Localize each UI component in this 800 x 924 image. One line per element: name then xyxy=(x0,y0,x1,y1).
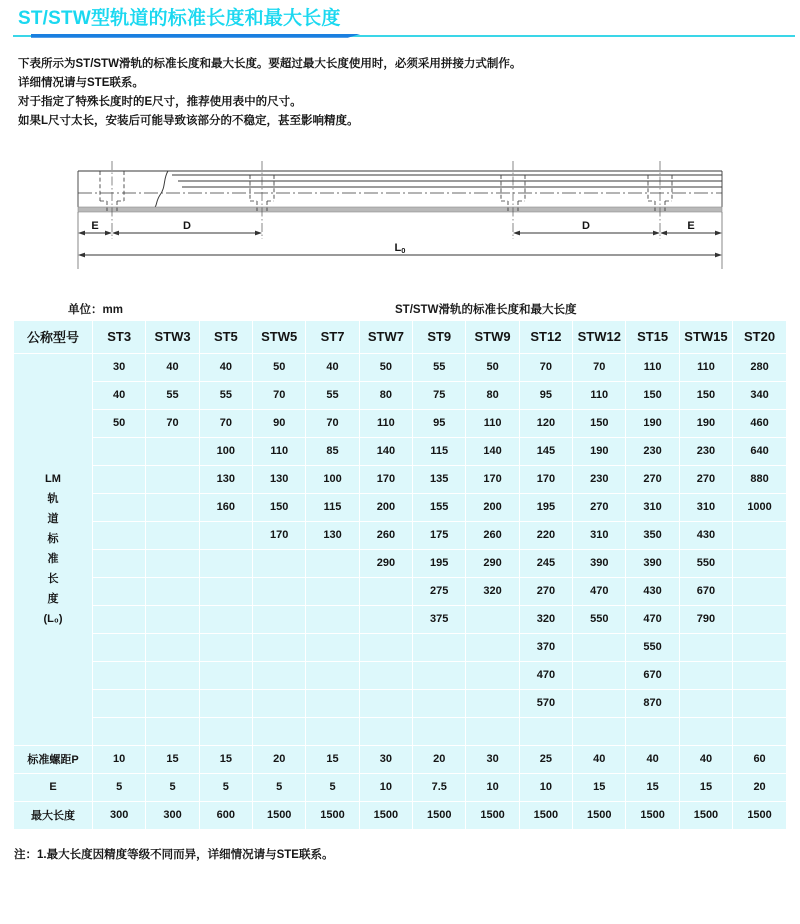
cell xyxy=(199,633,252,661)
cell: 150 xyxy=(626,381,679,409)
cell: 1500 xyxy=(679,801,732,829)
cell xyxy=(733,661,786,689)
cell xyxy=(199,521,252,549)
cell xyxy=(413,661,466,689)
cell: 10 xyxy=(93,745,146,773)
cell xyxy=(626,717,679,745)
table-row xyxy=(14,521,786,549)
header-col-stw5: STW5 xyxy=(253,321,306,354)
cell: 300 xyxy=(146,801,199,829)
cell: 260 xyxy=(359,521,412,549)
cell xyxy=(359,605,412,633)
cell: 5 xyxy=(199,773,252,801)
cell xyxy=(146,549,199,577)
cell: 230 xyxy=(679,437,732,465)
header-col-st7: ST7 xyxy=(306,321,359,354)
group-label-line-1: 轨 xyxy=(47,493,59,506)
cell: 145 xyxy=(519,437,572,465)
cell xyxy=(306,661,359,689)
cell: 1500 xyxy=(466,801,519,829)
diagram-caption-row xyxy=(0,301,800,321)
cell: 5 xyxy=(306,773,359,801)
table-row-max-length xyxy=(14,801,786,829)
cell: 175 xyxy=(413,521,466,549)
cell: 155 xyxy=(413,493,466,521)
cell xyxy=(146,465,199,493)
cell xyxy=(573,689,626,717)
cell: 310 xyxy=(573,521,626,549)
table-row xyxy=(14,605,786,633)
cell xyxy=(359,633,412,661)
cell: 550 xyxy=(573,605,626,633)
cell: 570 xyxy=(519,689,572,717)
cell xyxy=(733,605,786,633)
cell xyxy=(199,661,252,689)
cell: 470 xyxy=(626,605,679,633)
intro-paragraph xyxy=(18,55,800,131)
cell xyxy=(146,717,199,745)
spec-table-wrap xyxy=(14,321,786,830)
cell: 550 xyxy=(626,633,679,661)
header-row xyxy=(14,321,786,354)
cell: 550 xyxy=(679,549,732,577)
spec-table-head xyxy=(14,321,786,354)
cell: 290 xyxy=(359,549,412,577)
cell: 30 xyxy=(359,745,412,773)
cell xyxy=(733,689,786,717)
cell: 90 xyxy=(253,409,306,437)
cell: 40 xyxy=(146,353,199,381)
cell: 270 xyxy=(573,493,626,521)
cell: 50 xyxy=(253,353,306,381)
spec-table-body xyxy=(14,353,786,829)
cell: 1500 xyxy=(519,801,572,829)
cell: 75 xyxy=(413,381,466,409)
cell: 190 xyxy=(626,409,679,437)
cell: 300 xyxy=(93,801,146,829)
title-divider xyxy=(13,34,795,39)
cell: 375 xyxy=(413,605,466,633)
cell: 15 xyxy=(573,773,626,801)
cell xyxy=(199,549,252,577)
cell: 110 xyxy=(253,437,306,465)
cell: 55 xyxy=(199,381,252,409)
cell xyxy=(146,661,199,689)
intro-line-2: 详细情况请与STE联系。 xyxy=(18,76,144,89)
cell xyxy=(253,577,306,605)
cell: 10 xyxy=(466,773,519,801)
cell xyxy=(733,633,786,661)
cell: 390 xyxy=(626,549,679,577)
cell xyxy=(519,717,572,745)
cell: 390 xyxy=(573,549,626,577)
cell: 70 xyxy=(146,409,199,437)
cell: 220 xyxy=(519,521,572,549)
rail-diagram-svg xyxy=(0,149,800,299)
row-label-max-length: 最大长度 xyxy=(14,801,93,829)
cell xyxy=(573,717,626,745)
cell: 135 xyxy=(413,465,466,493)
cell: 170 xyxy=(359,465,412,493)
cell: 110 xyxy=(679,353,732,381)
cell xyxy=(413,633,466,661)
cell xyxy=(199,605,252,633)
dim-label-D-right: D xyxy=(582,219,590,232)
cell xyxy=(93,577,146,605)
cell xyxy=(413,689,466,717)
cell: 470 xyxy=(573,577,626,605)
cell: 150 xyxy=(253,493,306,521)
cell: 70 xyxy=(199,409,252,437)
cell xyxy=(359,661,412,689)
header-corner: 公称型号 xyxy=(14,321,93,354)
cell: 160 xyxy=(199,493,252,521)
cell xyxy=(146,605,199,633)
cell xyxy=(146,493,199,521)
cell: 100 xyxy=(306,465,359,493)
cell: 25 xyxy=(519,745,572,773)
cell: 270 xyxy=(626,465,679,493)
cell: 640 xyxy=(733,437,786,465)
cell xyxy=(359,577,412,605)
table-row-pitch xyxy=(14,745,786,773)
header-col-st12: ST12 xyxy=(519,321,572,354)
cell: 370 xyxy=(519,633,572,661)
footnote: 注：1.最大长度因精度等级不同而异，详细情况请与STE联系。 xyxy=(14,848,334,861)
dim-label-L0: L0 xyxy=(394,241,406,255)
cell xyxy=(253,717,306,745)
cell: 5 xyxy=(253,773,306,801)
cell: 195 xyxy=(413,549,466,577)
cell: 10 xyxy=(519,773,572,801)
cell: 170 xyxy=(519,465,572,493)
cell: 260 xyxy=(466,521,519,549)
cell xyxy=(306,549,359,577)
group-label-lm-standard-length xyxy=(14,353,93,745)
cell: 1000 xyxy=(733,493,786,521)
header-col-st20: ST20 xyxy=(733,321,786,354)
cell xyxy=(306,633,359,661)
header-col-stw15: STW15 xyxy=(679,321,732,354)
cell xyxy=(93,633,146,661)
cell: 110 xyxy=(466,409,519,437)
header-col-st9: ST9 xyxy=(413,321,466,354)
cell: 140 xyxy=(466,437,519,465)
cell: 200 xyxy=(466,493,519,521)
group-label-line-7: (L₀) xyxy=(43,613,63,626)
header-col-stw3: STW3 xyxy=(146,321,199,354)
cell xyxy=(93,465,146,493)
cell: 120 xyxy=(519,409,572,437)
cell xyxy=(93,605,146,633)
cell: 170 xyxy=(466,465,519,493)
table-row xyxy=(14,353,786,381)
cell: 40 xyxy=(626,745,679,773)
header-col-stw7: STW7 xyxy=(359,321,412,354)
cell: 95 xyxy=(413,409,466,437)
cell: 320 xyxy=(466,577,519,605)
table-row xyxy=(14,409,786,437)
cell: 100 xyxy=(199,437,252,465)
rail-diagram xyxy=(0,149,800,316)
cell: 310 xyxy=(626,493,679,521)
cell: 880 xyxy=(733,465,786,493)
cell: 15 xyxy=(679,773,732,801)
cell: 70 xyxy=(519,353,572,381)
cell: 80 xyxy=(466,381,519,409)
cell: 200 xyxy=(359,493,412,521)
header-col-st5: ST5 xyxy=(199,321,252,354)
header-col-stw9: STW9 xyxy=(466,321,519,354)
cell: 670 xyxy=(679,577,732,605)
cell xyxy=(733,549,786,577)
cell: 1500 xyxy=(573,801,626,829)
group-label-line-5: 长 xyxy=(47,573,59,586)
cell: 60 xyxy=(733,745,786,773)
cell xyxy=(146,689,199,717)
cell xyxy=(146,633,199,661)
cell: 310 xyxy=(679,493,732,521)
cell xyxy=(93,717,146,745)
table-row xyxy=(14,689,786,717)
page-title: ST/STW型轨道的标准长度和最大长度 xyxy=(18,8,341,29)
cell: 320 xyxy=(519,605,572,633)
cell: 50 xyxy=(466,353,519,381)
cell xyxy=(679,717,732,745)
page-header xyxy=(0,0,800,39)
cell: 350 xyxy=(626,521,679,549)
table-row xyxy=(14,381,786,409)
figure-caption: ST/STW滑轨的标准长度和最大长度 xyxy=(395,303,577,316)
cell xyxy=(466,717,519,745)
table-row xyxy=(14,577,786,605)
cell: 7.5 xyxy=(413,773,466,801)
cell: 150 xyxy=(573,409,626,437)
cell xyxy=(253,633,306,661)
cell: 130 xyxy=(306,521,359,549)
cell xyxy=(93,661,146,689)
table-row xyxy=(14,465,786,493)
cell: 130 xyxy=(253,465,306,493)
cell xyxy=(679,689,732,717)
cell: 280 xyxy=(733,353,786,381)
row-label-e: E xyxy=(14,773,93,801)
cell: 245 xyxy=(519,549,572,577)
cell xyxy=(573,661,626,689)
cell: 40 xyxy=(679,745,732,773)
cell xyxy=(466,633,519,661)
cell xyxy=(306,689,359,717)
cell: 110 xyxy=(573,381,626,409)
header-col-st15: ST15 xyxy=(626,321,679,354)
cell: 430 xyxy=(626,577,679,605)
cell: 15 xyxy=(199,745,252,773)
cell: 230 xyxy=(573,465,626,493)
cell xyxy=(93,521,146,549)
row-label-pitch: 标准螺距P xyxy=(14,745,93,773)
cell xyxy=(466,661,519,689)
cell: 115 xyxy=(306,493,359,521)
cell xyxy=(146,521,199,549)
spec-table xyxy=(14,321,786,830)
cell xyxy=(199,577,252,605)
cell: 140 xyxy=(359,437,412,465)
cell: 30 xyxy=(466,745,519,773)
dim-label-D-left: D xyxy=(183,219,191,232)
intro-line-1: 下表所示为ST/STW滑轨的标准长度和最大长度。要超过最大长度使用时，必须采用拼接力式制作。 xyxy=(18,57,522,70)
cell: 70 xyxy=(306,409,359,437)
cell: 115 xyxy=(413,437,466,465)
cell xyxy=(466,689,519,717)
cell: 230 xyxy=(626,437,679,465)
cell: 110 xyxy=(359,409,412,437)
cell: 5 xyxy=(146,773,199,801)
cell: 95 xyxy=(519,381,572,409)
cell: 40 xyxy=(573,745,626,773)
table-row-e xyxy=(14,773,786,801)
cell: 55 xyxy=(306,381,359,409)
cell xyxy=(466,605,519,633)
cell xyxy=(413,717,466,745)
table-row xyxy=(14,661,786,689)
dim-label-E-right: E xyxy=(687,219,695,232)
cell: 670 xyxy=(626,661,679,689)
cell: 470 xyxy=(519,661,572,689)
cell: 85 xyxy=(306,437,359,465)
cell: 15 xyxy=(146,745,199,773)
cell: 600 xyxy=(199,801,252,829)
cell: 790 xyxy=(679,605,732,633)
table-row xyxy=(14,549,786,577)
unit-label: 单位：mm xyxy=(68,303,123,316)
table-row xyxy=(14,437,786,465)
cell: 1500 xyxy=(626,801,679,829)
cell: 40 xyxy=(306,353,359,381)
intro-line-4: 如果L尺寸太长，安装后可能导致该部分的不稳定，甚至影响精度。 xyxy=(18,114,359,127)
group-label-line-3: 标 xyxy=(47,533,59,546)
cell: 340 xyxy=(733,381,786,409)
cell: 20 xyxy=(253,745,306,773)
table-row xyxy=(14,493,786,521)
group-label-line-4: 准 xyxy=(47,553,59,566)
cell: 50 xyxy=(93,409,146,437)
cell xyxy=(733,577,786,605)
cell xyxy=(199,717,252,745)
header-col-st3: ST3 xyxy=(93,321,146,354)
cell: 80 xyxy=(359,381,412,409)
cell: 1500 xyxy=(413,801,466,829)
cell: 1500 xyxy=(253,801,306,829)
cell xyxy=(253,661,306,689)
cell: 50 xyxy=(359,353,412,381)
cell xyxy=(146,577,199,605)
cell xyxy=(306,605,359,633)
cell: 5 xyxy=(93,773,146,801)
dim-label-E-left: E xyxy=(91,219,99,232)
cell xyxy=(359,717,412,745)
cell: 460 xyxy=(733,409,786,437)
cell xyxy=(306,577,359,605)
cell xyxy=(93,493,146,521)
cell xyxy=(199,689,252,717)
cell: 70 xyxy=(253,381,306,409)
header-col-stw12: STW12 xyxy=(573,321,626,354)
cell xyxy=(733,521,786,549)
cell: 110 xyxy=(626,353,679,381)
cell: 270 xyxy=(519,577,572,605)
cell xyxy=(253,605,306,633)
cell: 15 xyxy=(306,745,359,773)
group-label-line-0: LM xyxy=(45,473,61,486)
cell xyxy=(253,549,306,577)
cell xyxy=(573,633,626,661)
cell: 170 xyxy=(253,521,306,549)
intro-line-3: 对于指定了特殊长度时的E尺寸，推荐使用表中的尺寸。 xyxy=(18,95,302,108)
cell: 130 xyxy=(199,465,252,493)
cell: 30 xyxy=(93,353,146,381)
group-label-line-2: 道 xyxy=(47,513,59,526)
cell: 55 xyxy=(146,381,199,409)
cell xyxy=(93,549,146,577)
cell xyxy=(679,661,732,689)
cell: 290 xyxy=(466,549,519,577)
cell xyxy=(93,689,146,717)
cell: 190 xyxy=(573,437,626,465)
cell xyxy=(93,437,146,465)
cell xyxy=(733,717,786,745)
cell: 40 xyxy=(199,353,252,381)
cell: 70 xyxy=(573,353,626,381)
cell xyxy=(359,689,412,717)
cell: 150 xyxy=(679,381,732,409)
cell: 10 xyxy=(359,773,412,801)
group-label-line-6: 度 xyxy=(47,593,59,606)
cell: 55 xyxy=(413,353,466,381)
cell: 1500 xyxy=(733,801,786,829)
cell xyxy=(253,689,306,717)
cell: 270 xyxy=(679,465,732,493)
cell: 15 xyxy=(626,773,679,801)
cell: 275 xyxy=(413,577,466,605)
cell: 195 xyxy=(519,493,572,521)
table-row xyxy=(14,717,786,745)
cell xyxy=(146,437,199,465)
cell: 20 xyxy=(733,773,786,801)
cell: 190 xyxy=(679,409,732,437)
cell: 870 xyxy=(626,689,679,717)
cell xyxy=(679,633,732,661)
cell: 1500 xyxy=(359,801,412,829)
cell: 40 xyxy=(93,381,146,409)
cell xyxy=(306,717,359,745)
cell: 1500 xyxy=(306,801,359,829)
table-row xyxy=(14,633,786,661)
cell: 430 xyxy=(679,521,732,549)
cell: 20 xyxy=(413,745,466,773)
title-divider-blue xyxy=(31,34,361,38)
